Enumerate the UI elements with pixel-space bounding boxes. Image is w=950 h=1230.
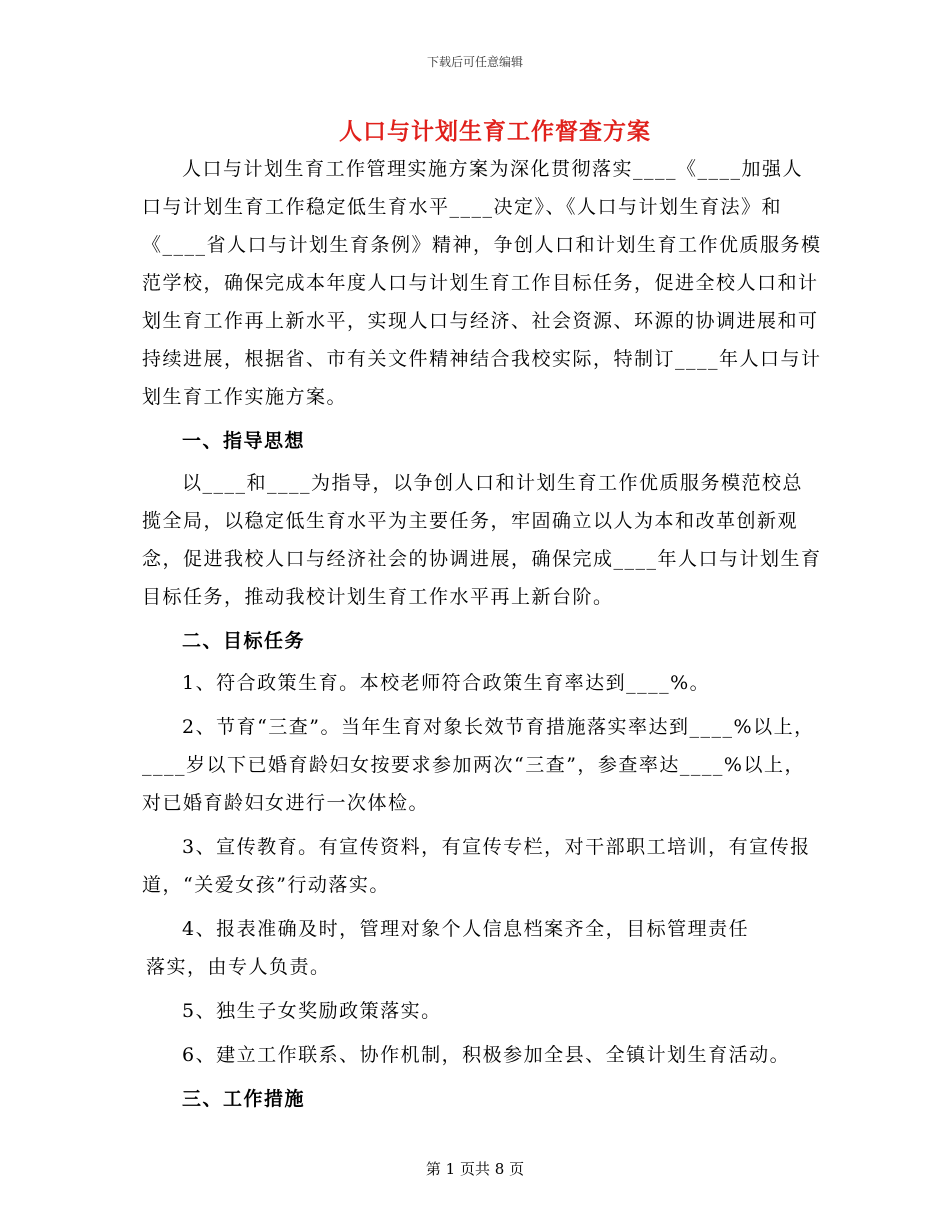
guiding-ideology-paragraph: 以____和____为指导，以争创人口和计划生育工作优质服务模范校总揽全局，以稳定低生育水平为主要任务，牢固确立以人为本和改革创新观念，促进我校人口与经济社会的协调进展，确保完成____年人口与计划生育目标任务，推动我校计划生育工作水平再上新台阶。: [142, 472, 822, 608]
target-item-1: 1、符合政策生育。本校老师符合政策生育率达到____%。: [182, 672, 711, 694]
target-item-5: 5、独生子女奖励政策落实。: [182, 1000, 442, 1022]
intro-paragraph: 人口与计划生育工作管理实施方案为深化贯彻落实____《____加强人口与计划生育工作稳定低生育水平____决定》、《人口与计划生育法》和《____省人口与计划生育条例》精神，争创人口和计划生育工作优质服务模范学校，确保完成本年度人口与计划生育工作目标任务，促进全校人口和计划生育工作再上新水平，实现人口与经济、社会资源、环源的协调进展和可持续进展，根据省、市有关文件精神结合我校实际，特制订____年人口与计划生育工作实施方案。: [142, 158, 822, 408]
target-item-6: 6、建立工作联系、协作机制，积极参加全县、全镇计划生育活动。: [182, 1044, 791, 1066]
target-item-4-continued: 落实，由专人负责。: [146, 956, 331, 978]
section-heading-measures: 三、工作措施: [182, 1088, 306, 1110]
document-body: [142, 150, 822, 1122]
page-indicator: 第 1 页共 8 页: [425, 1160, 525, 1178]
target-item-4: 4、报表准确及时，管理对象个人信息档案齐全，目标管理责任: [182, 918, 750, 940]
target-item-3: 3、宣传教育。有宣传资料，有宣传专栏，对干部职工培训，有宣传报道，“关爱女孩”行动落实。: [142, 836, 811, 896]
document-title: 人口与计划生育工作督查方案: [339, 118, 651, 145]
section-heading-targets: 二、目标任务: [182, 630, 306, 652]
section-heading-guiding-ideology: 一、指导思想: [182, 430, 306, 452]
target-item-2: 2、节育“三查”。当年生育对象长效节育措施落实率达到____%以上，____岁以下已婚育龄妇女按要求参加两次“三查”，参查率达____%以上，对已婚育龄妇女进行一次体检。: [142, 716, 815, 814]
header-note: 下载后可任意编辑: [426, 55, 523, 69]
